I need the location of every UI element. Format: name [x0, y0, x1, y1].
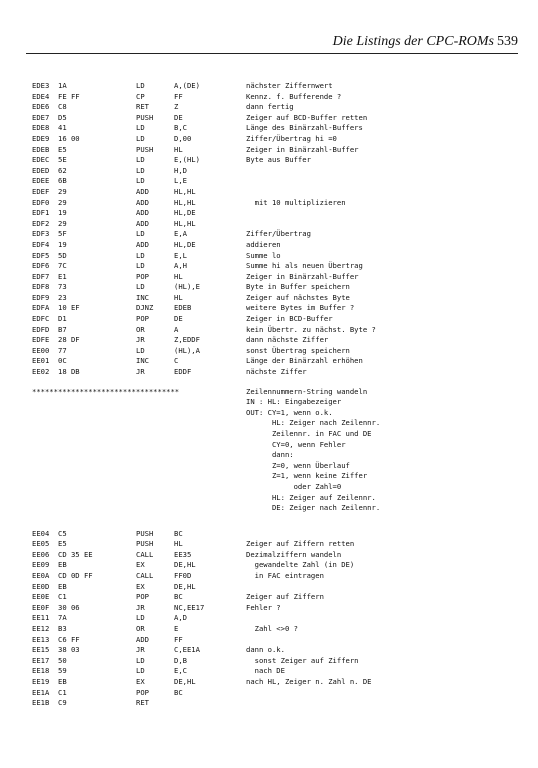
mnemonic: JR [136, 645, 145, 655]
comment: Zeiger in Binärzahl-Buffer [246, 271, 359, 281]
address: EDED [32, 165, 50, 175]
operand: HL,HL [174, 186, 196, 196]
mnemonic: EX [136, 581, 145, 591]
operand: EDDF [174, 367, 192, 377]
mnemonic: OR [136, 623, 145, 633]
address: EDF3 [32, 229, 50, 239]
opcode-bytes: CD 0D FF [58, 571, 93, 580]
mnemonic: PUSH [136, 144, 154, 154]
address: EE18 [32, 666, 50, 676]
opcode-bytes: 30 06 [58, 602, 80, 612]
operand: FF0D [174, 571, 192, 580]
listing-block-1 [32, 81, 522, 378]
listing-row [32, 645, 522, 656]
operand: (HL),E [174, 282, 200, 292]
listing-row [32, 92, 522, 103]
address: EE06 [32, 549, 50, 559]
address: EDFE [32, 335, 50, 345]
operand: FF [174, 91, 183, 101]
section-description [246, 387, 516, 514]
opcode-bytes: 10 EF [58, 303, 80, 313]
address: EDE9 [32, 133, 50, 143]
comment: Dezimalziffern wandeln [246, 549, 342, 559]
mnemonic: LD [136, 345, 145, 355]
listing-row [32, 198, 522, 209]
mnemonic: DJNZ [136, 303, 154, 313]
listing-row [32, 251, 522, 262]
description-line: DE: Zeiger nach Zeilennr. [246, 503, 381, 513]
operand: E,L [174, 250, 187, 260]
address: EE0E [32, 592, 50, 602]
listing-row [32, 624, 522, 635]
operand: E,(HL) [174, 155, 200, 165]
comment: Summe lo [246, 250, 281, 260]
opcode-bytes: 5F [58, 229, 67, 239]
address: EE0A [32, 571, 50, 580]
address: EDE3 [32, 81, 50, 90]
mnemonic: EX [136, 676, 145, 686]
listing-row [32, 529, 522, 540]
opcode-bytes: C6 FF [58, 634, 80, 644]
address: EDF2 [32, 218, 50, 228]
operand: HL,DE [174, 239, 196, 249]
listing-row [32, 666, 522, 677]
address: EDFC [32, 314, 50, 324]
listing-row [32, 592, 522, 603]
description-line: Z=1, wenn keine Ziffer [246, 471, 368, 481]
comment: gewandelte Zahl (in DE) [246, 560, 355, 570]
listing-row [32, 166, 522, 177]
listing-row [32, 677, 522, 688]
mnemonic: LD [136, 133, 145, 143]
listing-row [32, 272, 522, 283]
opcode-bytes: B3 [58, 623, 67, 633]
mnemonic: RET [136, 698, 149, 708]
opcode-bytes: 5E [58, 155, 67, 165]
comment: addieren [246, 239, 281, 249]
opcode-bytes: 23 [58, 292, 67, 302]
address: EDEE [32, 176, 50, 186]
listing-row [32, 314, 522, 325]
listing-row [32, 229, 522, 240]
mnemonic: POP [136, 592, 149, 602]
opcode-bytes: 29 [58, 218, 67, 228]
listing-row [32, 582, 522, 593]
operand: EE35 [174, 549, 192, 559]
listing-row [32, 571, 522, 582]
listing-row [32, 123, 522, 134]
operand: A [174, 324, 179, 334]
opcode-bytes: EB [58, 581, 67, 591]
address: EDF8 [32, 282, 50, 292]
listing-row [32, 550, 522, 561]
mnemonic: PUSH [136, 112, 154, 122]
listing-row [32, 219, 522, 230]
mnemonic: ADD [136, 239, 149, 249]
address: EE04 [32, 528, 50, 538]
comment: sonst Übertrag speichern [246, 345, 350, 355]
address: EE0D [32, 581, 50, 591]
comment: nach DE [246, 666, 285, 676]
mnemonic: LD [136, 261, 145, 271]
address: EDFA [32, 303, 50, 313]
opcode-bytes: 59 [58, 666, 67, 676]
operand: D,B [174, 655, 187, 665]
listing-row [32, 176, 522, 187]
operand: Z,EDDF [174, 335, 200, 345]
comment: Zeiger auf Ziffern [246, 592, 324, 602]
mnemonic: CALL [136, 571, 154, 580]
listing-row [32, 356, 522, 367]
address: EE05 [32, 539, 50, 549]
listing-row [32, 134, 522, 145]
opcode-bytes: 1A [58, 81, 67, 90]
listing-row [32, 325, 522, 336]
listing-row [32, 560, 522, 571]
mnemonic: ADD [136, 218, 149, 228]
listing-row [32, 346, 522, 357]
mnemonic: LD [136, 613, 145, 623]
operand: HL,HL [174, 197, 196, 207]
comment: Länge der Binärzahl erhöhen [246, 356, 363, 366]
opcode-bytes: 38 03 [58, 645, 80, 655]
mnemonic: POP [136, 314, 149, 324]
opcode-bytes: E5 [58, 144, 67, 154]
operand: A,(DE) [174, 81, 200, 90]
listing-row [32, 335, 522, 346]
listing-row [32, 81, 522, 92]
description-line: HL: Zeiger nach Zeilennr. [246, 418, 381, 428]
mnemonic: LD [136, 155, 145, 165]
address: EDE8 [32, 123, 50, 133]
opcode-bytes: C9 [58, 698, 67, 708]
comment: sonst Zeiger auf Ziffern [246, 655, 359, 665]
operand: HL [174, 271, 183, 281]
operand: HL,DE [174, 208, 196, 218]
address: EDE7 [32, 112, 50, 122]
address: EE13 [32, 634, 50, 644]
operand: BC [174, 528, 183, 538]
listing-row [32, 282, 522, 293]
comment: Zeiger in Binärzahl-Buffer [246, 144, 359, 154]
address: EE19 [32, 676, 50, 686]
address: EDF6 [32, 261, 50, 271]
address: EDF1 [32, 208, 50, 218]
description-line: Zeilennummern-String wandeln [246, 386, 368, 396]
header-rule [26, 53, 518, 54]
comment: in FAC eintragen [246, 571, 324, 580]
running-title: Die Listings der CPC-ROMs [332, 34, 494, 49]
mnemonic: POP [136, 271, 149, 281]
comment: Fehler ? [246, 602, 281, 612]
operand: EDEB [174, 303, 192, 313]
description-line: Z=0, wenn Überlauf [246, 460, 350, 470]
address: EDEF [32, 186, 50, 196]
listing-row [32, 303, 522, 314]
comment: Byte in Buffer speichern [246, 282, 350, 292]
mnemonic: LD [136, 81, 145, 90]
comment: Ziffer/Übertrag hi =0 [246, 133, 337, 143]
opcode-bytes: 73 [58, 282, 67, 292]
comment: Zeiger auf Ziffern retten [246, 539, 355, 549]
opcode-bytes: 29 [58, 197, 67, 207]
opcode-bytes: CD 35 EE [58, 549, 93, 559]
description-line: CY=0, wenn Fehler [246, 439, 346, 449]
mnemonic: ADD [136, 197, 149, 207]
listing-row [32, 698, 522, 709]
mnemonic: CP [136, 91, 145, 101]
listing-row [32, 603, 522, 614]
operand: E [174, 623, 179, 633]
operand: Z [174, 102, 179, 112]
separator-stars: ********************************** [32, 386, 180, 396]
mnemonic: LD [136, 250, 145, 260]
address: EDEB [32, 144, 50, 154]
assembly-listing [32, 81, 522, 709]
operand: NC,EE17 [174, 602, 205, 612]
opcode-bytes: D5 [58, 112, 67, 122]
mnemonic: INC [136, 292, 149, 302]
address: EE00 [32, 345, 50, 355]
comment: Zeiger auf nächstes Byte [246, 292, 350, 302]
comment: Zeiger auf BCD-Buffer retten [246, 112, 368, 122]
operand: L,E [174, 176, 187, 186]
listing-row [32, 187, 522, 198]
address: EDF4 [32, 239, 50, 249]
description-line: dann: [246, 450, 294, 460]
opcode-bytes: D1 [58, 314, 67, 324]
mnemonic: LD [136, 282, 145, 292]
comment: Byte aus Buffer [246, 155, 311, 165]
opcode-bytes: 7C [58, 261, 67, 271]
mnemonic: OR [136, 324, 145, 334]
opcode-bytes: C1 [58, 687, 67, 697]
mnemonic: LD [136, 655, 145, 665]
description-line: IN : HL: Eingabezeiger [246, 397, 342, 407]
opcode-bytes: 28 DF [58, 335, 80, 345]
opcode-bytes: E5 [58, 539, 67, 549]
comment: dann fertig [246, 102, 294, 112]
opcode-bytes: 7A [58, 613, 67, 623]
listing-row [32, 539, 522, 550]
mnemonic: EX [136, 560, 145, 570]
address: EDF9 [32, 292, 50, 302]
mnemonic: LD [136, 165, 145, 175]
page-header [0, 0, 538, 56]
listing-row [32, 367, 522, 378]
comment: Summe hi als neuen Übertrag [246, 261, 363, 271]
operand: A,H [174, 261, 187, 271]
listing-row [32, 155, 522, 166]
description-line: OUT: CY=1, wenn o.k. [246, 407, 333, 417]
comment: nächste Ziffer [246, 367, 307, 377]
address: EDF7 [32, 271, 50, 281]
address: EE02 [32, 367, 50, 377]
operand: E,C [174, 666, 187, 676]
listing-row [32, 261, 522, 272]
listing-row [32, 635, 522, 646]
mnemonic: ADD [136, 186, 149, 196]
operand: DE,HL [174, 581, 196, 591]
comment: nach HL, Zeiger n. Zahl n. DE [246, 676, 372, 686]
description-line: HL: Zeiger auf Zeilennr. [246, 492, 376, 502]
operand: BC [174, 592, 183, 602]
opcode-bytes: 18 DB [58, 367, 80, 377]
listing-row [32, 656, 522, 667]
address: EE11 [32, 613, 50, 623]
opcode-bytes: 41 [58, 123, 67, 133]
operand: DE [174, 314, 183, 324]
listing-row [32, 613, 522, 624]
listing-row [32, 688, 522, 699]
address: EE0F [32, 602, 50, 612]
address: EE12 [32, 623, 50, 633]
comment: Länge des Binärzahl-Buffers [246, 123, 363, 133]
operand: B,C [174, 123, 187, 133]
mnemonic: RET [136, 102, 149, 112]
opcode-bytes: EB [58, 676, 67, 686]
mnemonic: POP [136, 687, 149, 697]
mnemonic: JR [136, 367, 145, 377]
opcode-bytes: 77 [58, 345, 67, 355]
operand: DE,HL [174, 560, 196, 570]
comment: dann o.k. [246, 645, 285, 655]
opcode-bytes: 19 [58, 239, 67, 249]
operand: C,EE1A [174, 645, 200, 655]
opcode-bytes: E1 [58, 271, 67, 281]
section-header [32, 387, 522, 529]
opcode-bytes: 29 [58, 186, 67, 196]
comment: Zeiger in BCD-Buffer [246, 314, 333, 324]
opcode-bytes: 19 [58, 208, 67, 218]
mnemonic: JR [136, 335, 145, 345]
operand: HL,HL [174, 218, 196, 228]
opcode-bytes: C5 [58, 528, 67, 538]
address: EE17 [32, 655, 50, 665]
listing-row [32, 208, 522, 219]
mnemonic: JR [136, 602, 145, 612]
address: EE1B [32, 698, 50, 708]
listing-row [32, 113, 522, 124]
operand: E,A [174, 229, 187, 239]
spacer [32, 378, 522, 387]
mnemonic: PUSH [136, 539, 154, 549]
address: EDF0 [32, 197, 50, 207]
listing-row [32, 240, 522, 251]
comment: weitere Bytes im Buffer ? [246, 303, 355, 313]
operand: FF [174, 634, 183, 644]
operand: (HL),A [174, 345, 200, 355]
mnemonic: INC [136, 356, 149, 366]
operand: HL [174, 292, 183, 302]
listing-block-2 [32, 529, 522, 709]
opcode-bytes: 0C [58, 356, 67, 366]
opcode-bytes: 5D [58, 250, 67, 260]
mnemonic: LD [136, 666, 145, 676]
operand: HL [174, 144, 183, 154]
listing-row [32, 145, 522, 156]
operand: H,D [174, 165, 187, 175]
address: EDFD [32, 324, 50, 334]
address: EDEC [32, 155, 50, 165]
mnemonic: CALL [136, 549, 154, 559]
address: EE1A [32, 687, 50, 697]
mnemonic: ADD [136, 208, 149, 218]
opcode-bytes: C1 [58, 592, 67, 602]
opcode-bytes: B7 [58, 324, 67, 334]
description-line: oder Zahl=0 [246, 481, 342, 491]
opcode-bytes: 50 [58, 655, 67, 665]
listing-row [32, 102, 522, 113]
page-number: 539 [497, 34, 518, 49]
comment: mit 10 multiplizieren [246, 197, 346, 207]
comment: kein Übertr. zu nächst. Byte ? [246, 324, 376, 334]
comment: dann nächste Ziffer [246, 335, 329, 345]
comment: Ziffer/Übertrag [246, 229, 311, 239]
mnemonic: PUSH [136, 528, 154, 538]
comment: nächster Ziffernwert [246, 81, 333, 90]
opcode-bytes: 62 [58, 165, 67, 175]
operand: DE,HL [174, 676, 196, 686]
operand: BC [174, 687, 183, 697]
mnemonic: ADD [136, 634, 149, 644]
operand: D,00 [174, 133, 192, 143]
opcode-bytes: FE FF [58, 91, 80, 101]
operand: DE [174, 112, 183, 122]
operand: C [174, 356, 179, 366]
address: EE09 [32, 560, 50, 570]
opcode-bytes: 16 00 [58, 133, 80, 143]
address: EE01 [32, 356, 50, 366]
mnemonic: LD [136, 229, 145, 239]
description-line: Zeilennr. in FAC und DE [246, 429, 372, 438]
operand: A,D [174, 613, 187, 623]
mnemonic: LD [136, 123, 145, 133]
address: EE15 [32, 645, 50, 655]
mnemonic: LD [136, 176, 145, 186]
comment: Zahl <>0 ? [246, 623, 298, 633]
listing-row [32, 293, 522, 304]
opcode-bytes: C8 [58, 102, 67, 112]
address: EDF5 [32, 250, 50, 260]
address: EDE6 [32, 102, 50, 112]
opcode-bytes: EB [58, 560, 67, 570]
comment: Kennz. f. Bufferende ? [246, 91, 342, 101]
address: EDE4 [32, 91, 50, 101]
operand: HL [174, 539, 183, 549]
opcode-bytes: 6B [58, 176, 67, 186]
